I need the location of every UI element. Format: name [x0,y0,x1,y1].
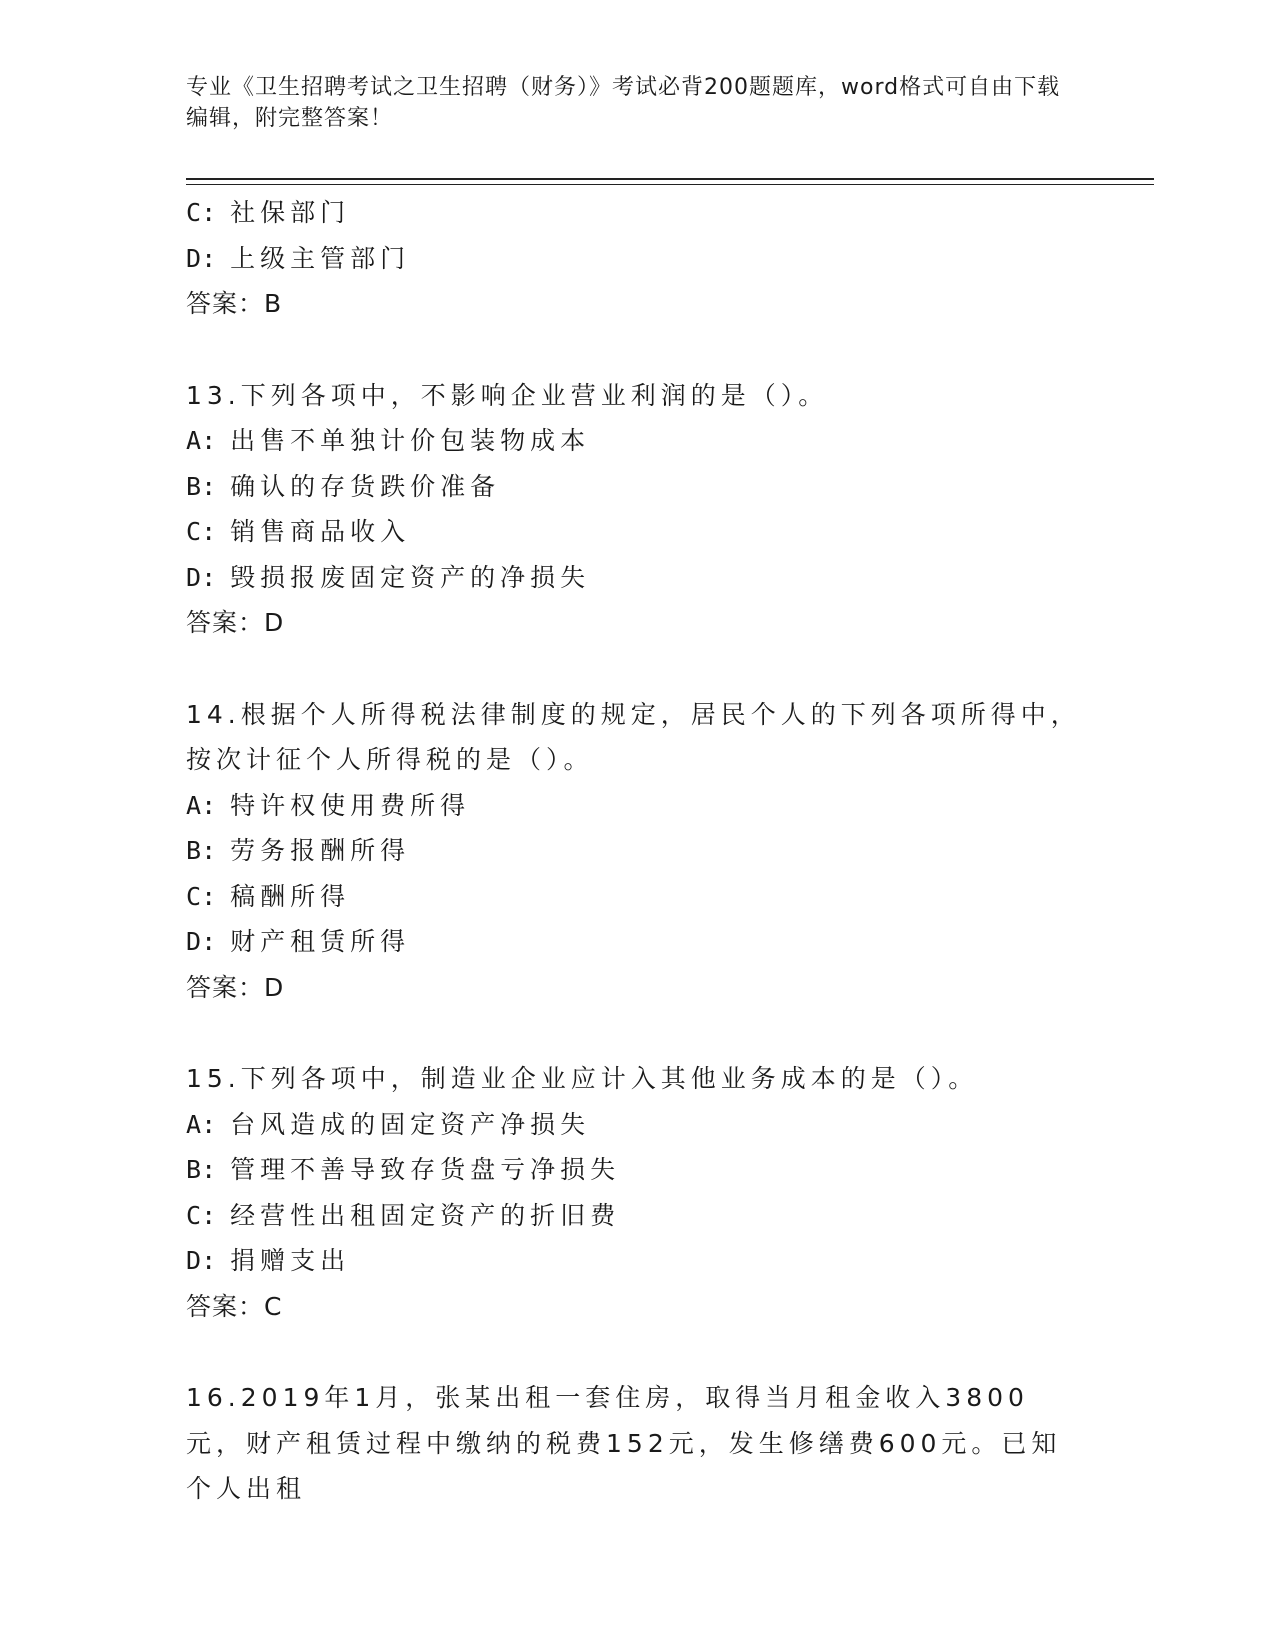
option-b: B: 确认的存货跌价准备 [186,471,501,501]
header-rule-thin [186,184,1154,185]
header-rule-thick [186,178,1154,180]
option-a: A: 出售不单独计价包装物成本 [186,426,591,455]
question-fragment [186,190,1086,327]
option-d: D: 财产租赁所得 [186,927,411,956]
option-a: A: 特许权使用费所得 [186,790,471,820]
question-stem: 13.下列各项中，不影响企业营业利润的是（）。 [186,380,829,410]
option-d: D: 上级主管部门 [186,243,411,273]
question-stem: 16.2019年1月，张某出租一套住房，取得当月租金收入3800元，财产租赁过程中缴纳的税费152元，发生修缮费600元。已知个人出租 [186,1383,1062,1503]
question-stem: 14.根据个人所得税法律制度的规定，居民个人的下列各项所得中，按次计征个人所得税的是（）。 [186,699,1081,774]
answer-line: 答案：D [186,608,284,637]
option-b: B: 劳务报酬所得 [186,836,411,865]
answer-line: 答案：B [186,289,282,318]
question-13 [186,373,1086,646]
answer-line: 答案：C [186,1291,282,1321]
option-a: A: 台风造成的固定资产净损失 [186,1109,591,1139]
option-b: B: 管理不善导致存货盘亏净损失 [186,1155,621,1184]
option-d: D: 捐赠支出 [186,1246,351,1275]
option-d: D: 毁损报废固定资产的净损失 [186,562,591,592]
document-body [186,190,1086,1512]
question-16 [186,1375,1086,1512]
page-header: 专业《卫生招聘考试之卫生招聘（财务）》考试必背200题题库，word格式可自由下载编辑，附完整答案！ [186,75,1061,131]
option-c: C: 销售商品收入 [186,517,411,546]
option-c: C: 稿酬所得 [186,881,351,911]
option-c: C: 经营性出租固定资产的折旧费 [186,1200,621,1230]
question-15 [186,1056,1086,1329]
answer-line: 答案：D [186,972,284,1002]
question-14 [186,692,1086,1011]
option-c: C: 社保部门 [186,198,351,227]
question-stem: 15.下列各项中，制造业企业应计入其他业务成本的是（）。 [186,1064,979,1093]
